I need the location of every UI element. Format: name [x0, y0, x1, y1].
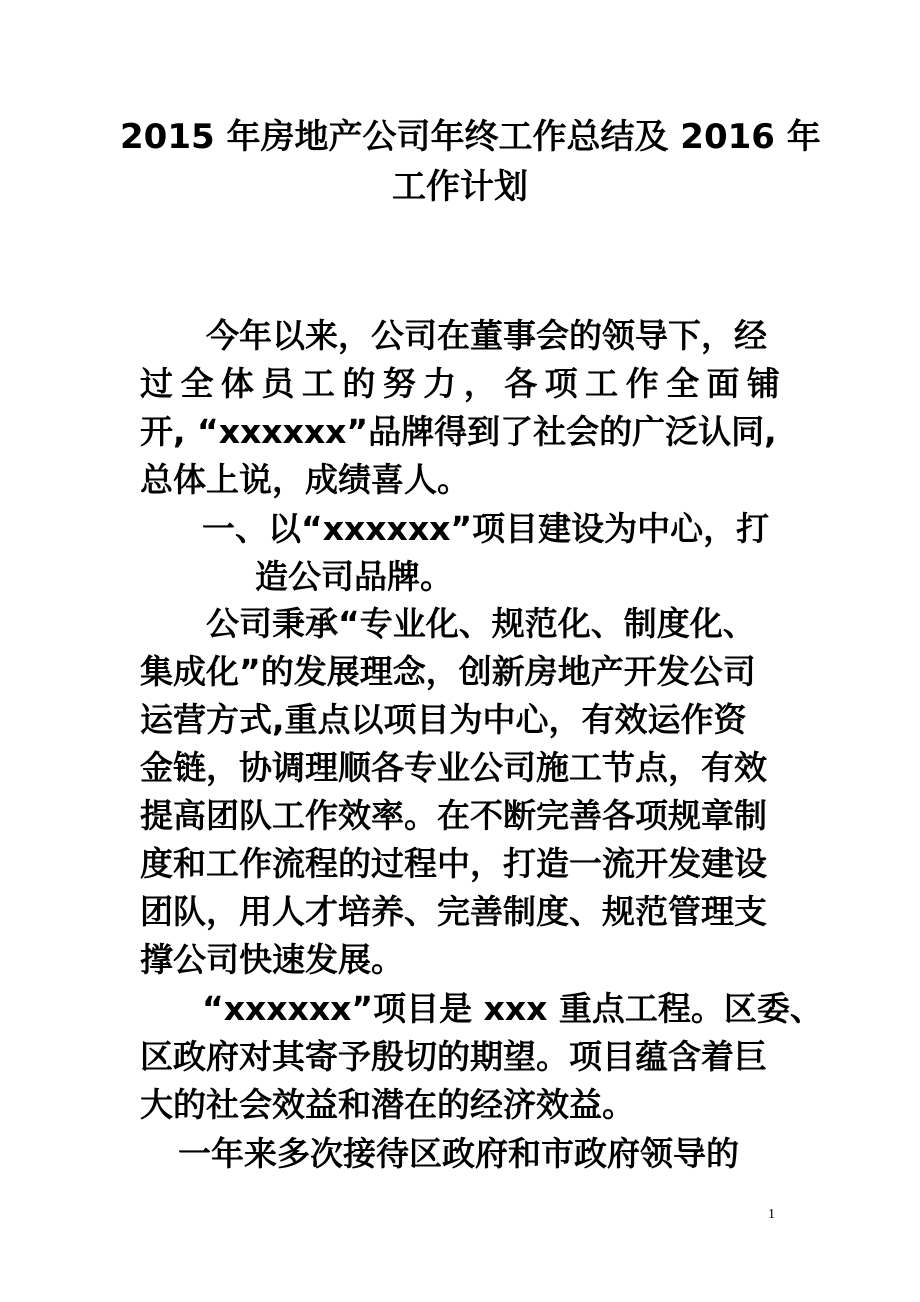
title-line-1: 2015 年房地产公司年终工作总结及 2016 年	[120, 117, 821, 157]
paragraph-line: 区政府对其寄予殷切的期望。项目蕴含着巨	[140, 1037, 767, 1076]
paragraph-line: 提高团队工作效率。在不断完善各项规章制	[140, 796, 767, 835]
document-title	[120, 112, 821, 212]
paragraph-line: 大的社会效益和潜在的经济效益。	[140, 1085, 635, 1124]
paragraph-line: “xxxxxx”项目是 xxx 重点工程。区委、	[202, 989, 823, 1028]
paragraph-reception	[140, 1130, 780, 1178]
paragraph-line: 过全体员工的努力，各项工作全面铺	[140, 364, 780, 403]
paragraph-philosophy	[140, 600, 780, 984]
title-line-2: 工作计划	[392, 167, 528, 207]
paragraph-line: 金链，协调理顺各专业公司施工节点，有效	[140, 748, 767, 787]
paragraph-line: 总体上说，成绩喜人。	[140, 460, 470, 499]
paragraph-line: 集成化”的发展理念，创新房地产开发公司	[140, 652, 756, 691]
section-heading-1	[140, 505, 780, 601]
paragraph-line: 开, “xxxxxx”品牌得到了社会的广泛认同,	[140, 412, 777, 451]
paragraph-line: 团队，用人才培养、完善制度、规范管理支	[140, 892, 767, 931]
paragraph-line: 一年来多次接待区政府和市政府领导的	[178, 1134, 739, 1173]
paragraph-project	[140, 985, 823, 1129]
paragraph-intro	[140, 312, 780, 504]
paragraph-line: 公司秉承“专业化、规范化、制度化、	[206, 604, 756, 643]
page-number: 1	[768, 1207, 775, 1222]
heading-line: 造公司品牌。	[255, 557, 453, 596]
paragraph-line: 度和工作流程的过程中，打造一流开发建设	[140, 844, 767, 883]
paragraph-line: 运营方式,重点以项目为中心，有效运作资	[140, 700, 747, 739]
paragraph-line: 撑公司快速发展。	[140, 940, 404, 979]
heading-line: 一、以“xxxxxx”项目建设为中心，打	[202, 509, 770, 548]
paragraph-line: 今年以来，公司在董事会的领导下，经	[206, 316, 767, 355]
